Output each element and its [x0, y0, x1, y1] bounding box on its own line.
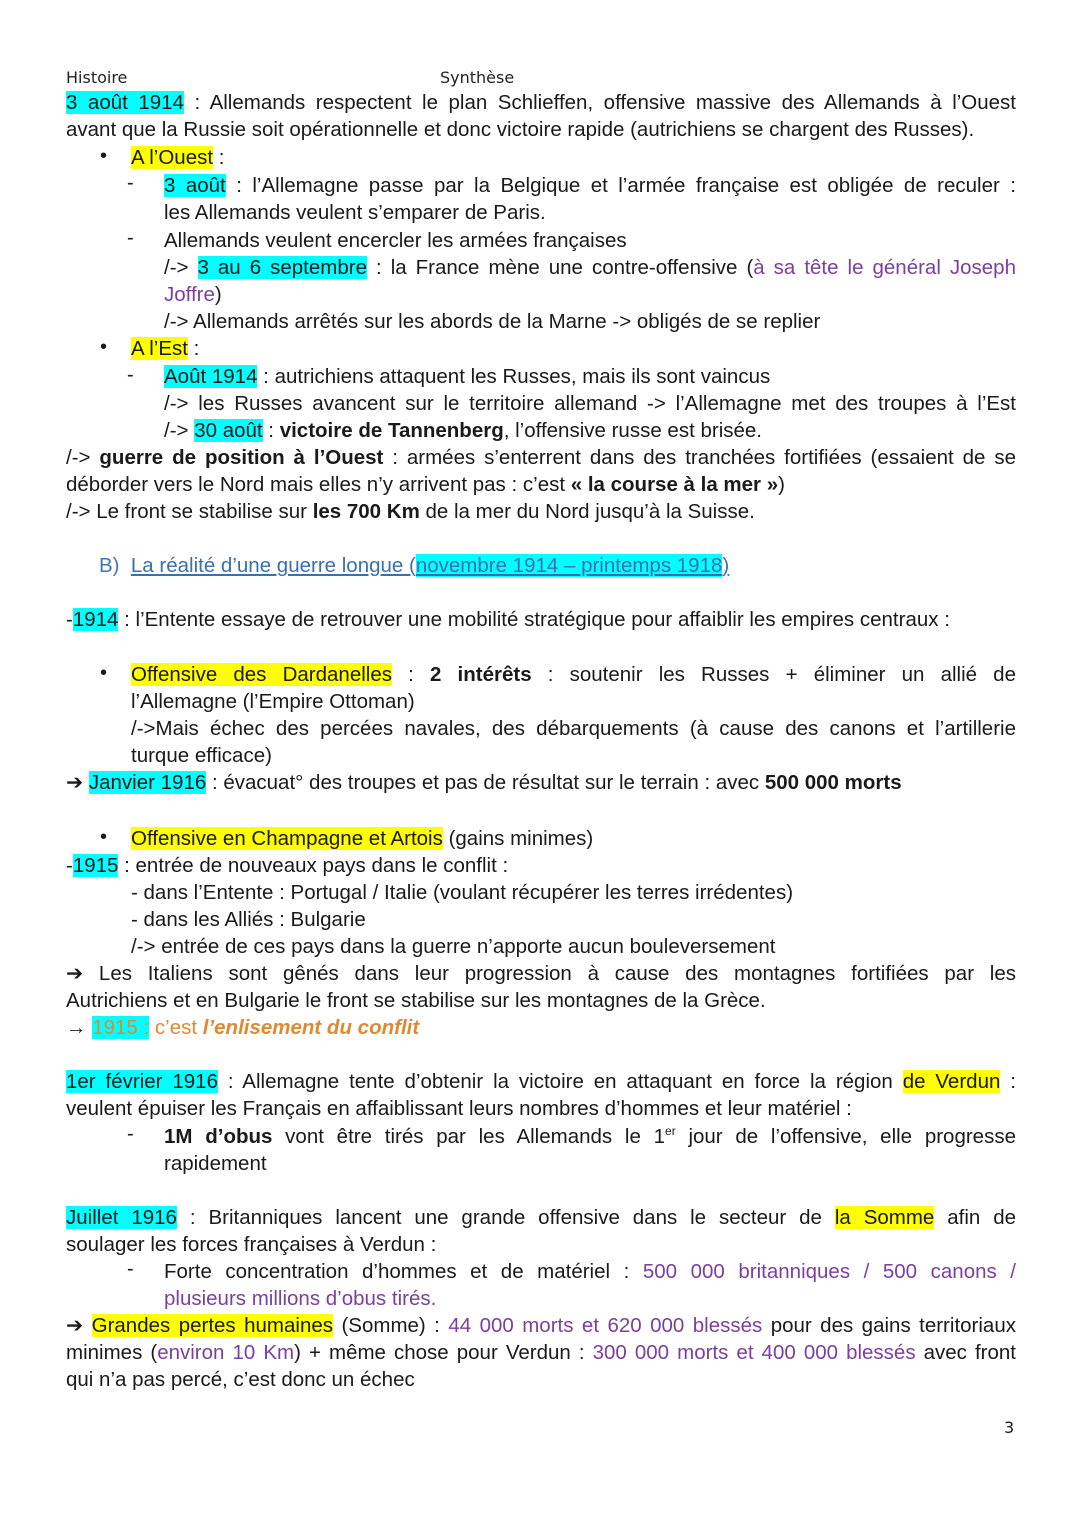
para-somme: [66, 1204, 1016, 1231]
text-line: /-> entrée de ces pays dans la guerre n’apporte aucun bouleversement: [131, 935, 776, 958]
text: :: [1000, 1070, 1016, 1093]
para-3-aout-1914: [66, 89, 1016, 116]
heading-ouest: [131, 144, 224, 171]
purple-text: 500 000 britanniques / 500 canons /: [642, 1260, 1016, 1283]
date-highlight: Août 1914: [164, 365, 258, 388]
date-highlight: 3 au 6 septembre: [197, 256, 367, 279]
text: -: [66, 608, 73, 631]
text-line: [66, 960, 1016, 987]
dash-icon: -: [127, 172, 134, 194]
para-ouest-1: [164, 172, 1016, 199]
text: (gains minimes): [442, 827, 594, 850]
text-line: Allemands veulent encercler les armées françaises: [164, 229, 627, 252]
text: :: [262, 419, 280, 442]
para-guerre-position: [66, 444, 1016, 471]
text-line: [66, 498, 755, 525]
orange-bold-italic-text: l’enlisement du conflit: [202, 1016, 420, 1039]
purple-text: à sa tête le général Joseph: [753, 256, 1016, 279]
text: /-> Le front se stabilise sur: [66, 500, 313, 523]
text: jour de l’offensive, elle progresse: [675, 1125, 1016, 1148]
label-highlight: A l’Ouest: [131, 146, 214, 169]
arrow-icon: →: [66, 1016, 93, 1039]
text: :: [213, 146, 225, 169]
text-line: [131, 715, 1016, 742]
text: :: [391, 663, 430, 686]
text: /->: [66, 446, 100, 469]
section-title: [131, 554, 729, 577]
para-contre-offensive: [164, 254, 1016, 281]
text-line: [66, 1339, 1016, 1366]
dash-icon: -: [127, 364, 134, 386]
date-highlight: 1er février 1916: [66, 1070, 218, 1093]
text: /->: [164, 419, 195, 442]
text: ) + même chose pour Verdun :: [294, 1341, 593, 1364]
purple-text: plusieurs millions d’obus tirés.: [164, 1287, 437, 1310]
text: : entrée de nouveaux pays dans le conflit :: [118, 854, 509, 877]
purple-text: 44 000 morts et 620 000 blessés: [448, 1314, 763, 1337]
text: pour des gains territoriaux: [762, 1314, 1016, 1337]
para-1914: [66, 606, 950, 633]
text-line: [66, 471, 785, 498]
para-pertes: [66, 1312, 1016, 1339]
date-highlight: 1915 :: [92, 1016, 150, 1039]
heading-est: [131, 335, 199, 362]
date-highlight: novembre 1914 – printemps 1918: [415, 554, 723, 577]
text: ): [778, 473, 785, 496]
section-letter: B): [99, 554, 120, 577]
text-line: [164, 1123, 1016, 1150]
date-highlight: Juillet 1916: [66, 1206, 177, 1229]
bold-text: victoire de Tannenberg: [279, 419, 504, 442]
text-line: - dans l’Entente : Portugal / Italie (voulant récupérer les terres irrédentes): [131, 881, 794, 904]
text: : Allemagne tente d’obtenir la victoire en attaquant en force la région: [217, 1070, 903, 1093]
text-line: veulent épuiser les Français en affaiblissant leurs nombres d’hommes et leur matériel :: [66, 1097, 852, 1120]
bold-text: les 700 Km: [312, 500, 420, 523]
para-verdun: [66, 1068, 1016, 1095]
para-1915: [66, 852, 508, 879]
bullet-icon: •: [100, 336, 108, 358]
label-highlight: Offensive en Champagne et Artois: [131, 827, 443, 850]
date-highlight: 1914: [72, 608, 119, 631]
para-janvier-1916: [66, 769, 902, 796]
text-line: - dans les Alliés : Bulgarie: [131, 908, 366, 931]
text: de la mer du Nord jusqu’à la Suisse.: [419, 500, 755, 523]
bullet-icon: •: [100, 145, 108, 167]
header-subject: Histoire: [66, 68, 128, 87]
text: Forte concentration d’hommes et de matériel :: [164, 1260, 643, 1283]
bullet-icon: •: [100, 826, 108, 848]
text: : Allemands respectent le plan Schlieffen, offensive massive des Allemands à l’Ouest: [183, 91, 1016, 114]
text: avec front: [915, 1341, 1016, 1364]
purple-text: 300 000 morts et 400 000 blessés: [592, 1341, 916, 1364]
bold-text: 1M d’obus: [164, 1125, 273, 1148]
text: afin de: [934, 1206, 1016, 1229]
text-line: [164, 281, 222, 308]
text-line: soulager les forces françaises à Verdun :: [66, 1233, 437, 1256]
bold-text: « la course à la mer »: [570, 473, 779, 496]
text: ): [722, 554, 730, 577]
text-line: Autrichiens et en Bulgarie le front se stabilise sur les montagnes de la Grèce.: [66, 989, 766, 1012]
bold-text: 2 intérêts: [430, 663, 532, 686]
dash-icon: -: [127, 1123, 134, 1145]
text-line: les Allemands veulent s’emparer de Paris.: [164, 201, 546, 224]
bold-text: 500 000 morts: [764, 771, 902, 794]
text: /->: [164, 256, 198, 279]
text: : la France mène une contre-offensive (: [366, 256, 754, 279]
text: : évacuat° des troupes et pas de résultat sur le terrain : avec: [206, 771, 765, 794]
dash-icon: -: [127, 1258, 134, 1280]
text-line: [164, 1258, 1016, 1285]
text: ): [214, 283, 222, 306]
text: ➔ Les Italiens sont gênés dans leur progression à cause des montagnes fortifiées par les: [66, 962, 1016, 985]
para-champagne: [131, 825, 593, 852]
purple-text: Joffre: [164, 283, 215, 306]
text-line: [164, 390, 1016, 417]
text: minimes (: [66, 1341, 158, 1364]
date-highlight: 3 août: [164, 174, 226, 197]
place-highlight: de Verdun: [902, 1070, 1001, 1093]
label-highlight: Grandes pertes humaines: [91, 1314, 334, 1337]
text: : Britanniques lancent une grande offensive dans le secteur de: [176, 1206, 835, 1229]
text-line: avant que la Russie soit opérationnelle et donc victoire rapide (autrichiens se chargent des Russes).: [66, 118, 975, 141]
text: déborder vers le Nord mais elles n’y arrivent pas : c’est: [66, 473, 571, 496]
text: , l’offensive russe est brisée.: [503, 419, 763, 442]
section-b-heading: [99, 552, 729, 579]
bold-text: guerre de position à l’Ouest: [99, 446, 384, 469]
date-highlight: Janvier 1916: [88, 771, 207, 794]
para-dardanelles: [131, 661, 1016, 688]
text-line: qui n’a pas percé, c’est donc un échec: [66, 1368, 415, 1391]
para-enlisement: [66, 1014, 419, 1041]
arrow-icon: ➔: [66, 771, 89, 794]
text: : l’Allemagne passe par la Belgique et l’armée française est obligée de reculer :: [225, 174, 1016, 197]
text-line: /-> Allemands arrêtés sur les abords de la Marne -> obligés de se replier: [164, 310, 821, 333]
superscript: er: [665, 1124, 676, 1139]
date-highlight: 3 août 1914: [66, 91, 184, 114]
text: -: [66, 854, 73, 877]
text: La réalité d’une guerre longue (: [130, 554, 416, 577]
text-line: turque efficace): [131, 744, 272, 767]
text: : armées s’enterrent dans des tranchées fortifiées (essaient de se: [383, 446, 1016, 469]
label-highlight: A l’Est: [131, 337, 188, 360]
date-highlight: 1915: [72, 854, 119, 877]
text: :: [187, 337, 200, 360]
text: vont être tirés par les Allemands le 1: [272, 1125, 666, 1148]
dash-icon: -: [127, 227, 134, 249]
text: (Somme) :: [333, 1314, 449, 1337]
text: : autrichiens attaquent les Russes, mais ils sont vaincus: [257, 365, 771, 388]
text: : l’Entente essaye de retrouver une mobilité stratégique pour affaiblir les empires centraux :: [118, 608, 950, 631]
text: /-> les Russes avancent sur le territoire allemand -> l’Allemagne met des troupes à l’Est: [164, 392, 1016, 415]
orange-text: c’est: [149, 1016, 203, 1039]
label-highlight: Offensive des Dardanelles: [131, 663, 392, 686]
place-highlight: la Somme: [834, 1206, 935, 1229]
purple-text: environ 10 Km: [157, 1341, 295, 1364]
text-line: [164, 417, 762, 444]
text-line: [164, 363, 770, 390]
bullet-icon: •: [100, 662, 108, 684]
text: /->Mais échec des percées navales, des débarquements (à cause des canons et l’artillerie: [131, 717, 1016, 740]
date-highlight: 30 août: [194, 419, 263, 442]
page-number: 3: [1004, 1418, 1015, 1437]
text: : soutenir les Russes + éliminer un allié de: [531, 663, 1016, 686]
header-doc-type: Synthèse: [440, 68, 515, 87]
text-line: rapidement: [164, 1152, 267, 1175]
arrow-icon: ➔: [66, 1314, 92, 1337]
text-line: l’Allemagne (l’Empire Ottoman): [131, 690, 415, 713]
